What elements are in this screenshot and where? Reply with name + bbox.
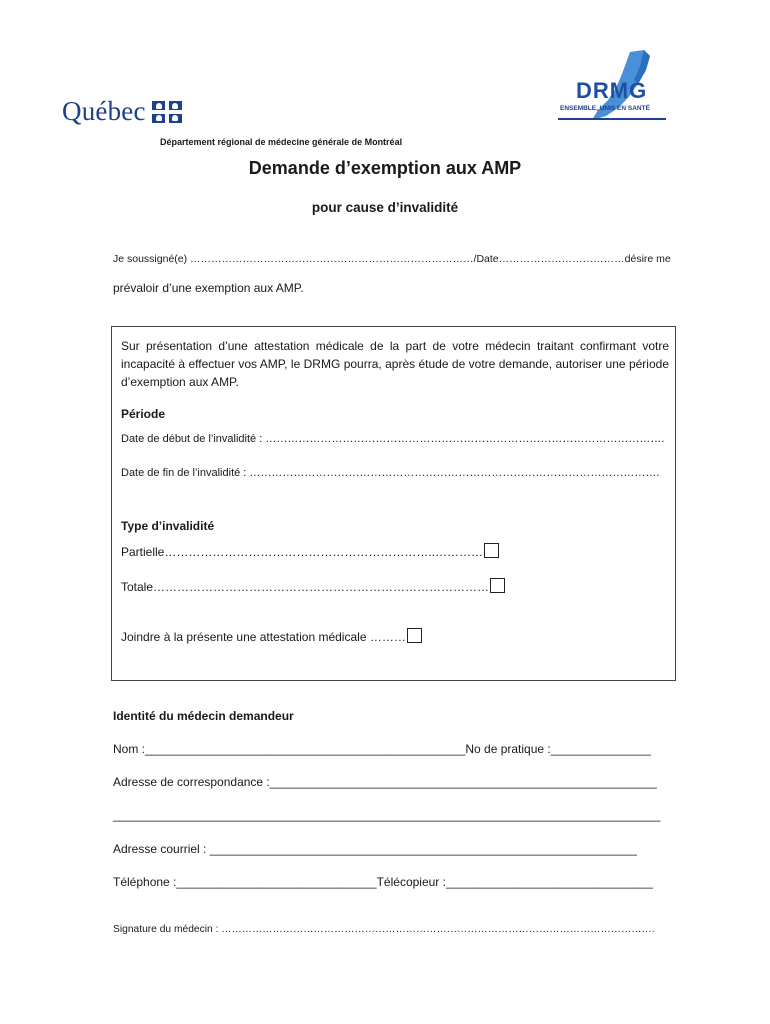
quebec-logo — [62, 96, 182, 127]
partial-label: Partielle…………………………………………………………..………… — [121, 545, 484, 559]
drmg-logo-text: DRMG — [576, 78, 648, 103]
email-field[interactable]: Adresse courriel : ________________________________________________________________ — [113, 842, 637, 856]
signature-field[interactable]: Signature du médecin : ………………………………………………………………………………………………………………. — [113, 924, 655, 935]
start-date-field[interactable]: Date de début de l’invalidité : ………………………………………………………………………………………………. — [121, 433, 665, 445]
page-title: Demande d’exemption aux AMP — [248, 158, 522, 178]
drmg-tagline: ENSEMBLE, UNIS EN SANTÉ — [560, 105, 650, 112]
page-subtitle: pour cause d’invalidité — [311, 200, 459, 215]
partial-option — [121, 543, 499, 559]
type-heading: Type d’invalidité — [121, 519, 215, 533]
total-option — [121, 578, 505, 594]
partial-checkbox[interactable] — [484, 543, 499, 558]
total-label: Totale………………………………………………………………………… — [121, 580, 490, 594]
name-practice-field[interactable]: Nom :________________________________________________No de pratique :_______________ — [113, 742, 651, 756]
address-field-2[interactable]: __________________________________________________________________________________ — [113, 808, 661, 822]
address-field[interactable]: Adresse de correspondance :__________________________________________________________ — [113, 775, 657, 789]
attach-checkbox[interactable] — [407, 628, 422, 643]
doctor-heading: Identité du médecin demandeur — [113, 709, 294, 723]
quebec-flag-icon — [152, 101, 182, 123]
department-name: Département régional de médecine générale de Montréal — [160, 137, 403, 147]
drmg-logo — [558, 50, 678, 132]
total-checkbox[interactable] — [490, 578, 505, 593]
exemption-box — [111, 326, 676, 681]
exemption-paragraph: Sur présentation d’une attestation médicale de la part de votre médecin traitant confirmant votre incapacité à effectuer vos AMP, le DRMG pourra, après étude de votre demande, autoriser une période d’exemption aux AMP. — [121, 339, 669, 389]
period-heading: Période — [121, 407, 166, 421]
quebec-logo-text: Québec — [62, 96, 146, 126]
declaration-line[interactable] — [113, 253, 678, 265]
phone-fax-field[interactable]: Téléphone :______________________________Télécopieur :_______________________________ — [113, 875, 653, 889]
attach-label: Joindre à la présente une attestation médicale ……… — [121, 630, 406, 644]
declaration-line-2: prévaloir d’une exemption aux AMP. — [113, 281, 304, 295]
declaration-text: Je soussigné(e) ………………………………………………………………………/Date………………………………désire me — [113, 253, 671, 265]
attach-option — [121, 628, 422, 644]
end-date-field[interactable]: Date de fin de l’invalidité : …………………………………………………………………………………………………. — [121, 467, 660, 479]
drmg-underline — [558, 118, 666, 120]
